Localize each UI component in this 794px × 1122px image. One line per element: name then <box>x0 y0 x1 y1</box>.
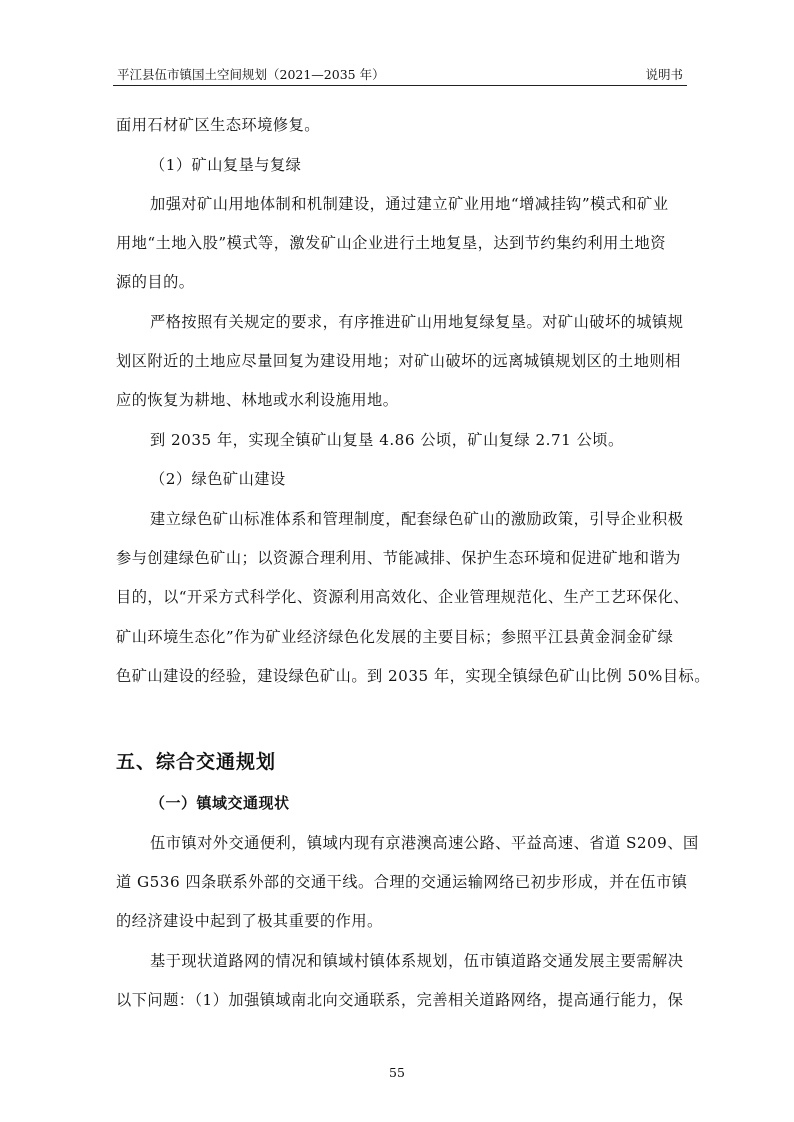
header-doc-type: 说明书 <box>645 67 683 82</box>
paragraph-line: 矿山环境生态化”作为矿业经济绿色化发展的主要目标；参照平江县黄金洞金矿绿 <box>116 628 674 646</box>
page-number: 55 <box>389 1065 405 1080</box>
paragraph-line: 用地“土地入股”模式等，激发矿山企业进行土地复垦，达到节约集约利用土地资 <box>116 234 666 252</box>
paragraph-line: 道 G536 四条联系外部的交通干线。合理的交通运输网络已初步形成，并在伍市镇 <box>116 873 688 891</box>
paragraph-line: 划区附近的土地应尽量回复为建设用地；对矿山破坏的远离城镇规划区的土地则相 <box>116 352 681 370</box>
paragraph-line: 色矿山建设的经验，建设绿色矿山。到 2035 年，实现全镇绿色矿山比例 50%目标。 <box>116 667 710 685</box>
paragraph-line: 面用石材矿区生态环境修复。 <box>116 116 320 134</box>
paragraph-line: 以下问题：（1）加强镇域南北向交通联系，完善相关道路网络，提高通行能力，保 <box>116 991 684 1009</box>
paragraph-line: 加强对矿山用地体制和机制建设，通过建立矿业用地“增减挂钩”模式和矿业 <box>150 195 669 213</box>
subheading-mine-reclamation: （1）矿山复垦与复绿 <box>150 156 302 174</box>
paragraph-line: 源的目的。 <box>116 273 195 291</box>
paragraph-line: 的经济建设中起到了极其重要的作用。 <box>116 912 383 930</box>
paragraph-line: 应的恢复为耕地、林地或水利设施用地。 <box>116 391 399 409</box>
paragraph-line: 伍市镇对外交通便利，镇域内现有京港澳高速公路、平益高速、省道 S209、国 <box>150 834 699 852</box>
section-heading: 五、综合交通规划 <box>116 751 277 773</box>
paragraph-line: 基于现状道路网的情况和镇域村镇体系规划，伍市镇道路交通发展主要需解决 <box>150 952 684 970</box>
paragraph-line: 到 2035 年，实现全镇矿山复垦 4.86 公顷，矿山复绿 2.71 公顷。 <box>150 431 624 449</box>
header-rule <box>113 85 687 86</box>
paragraph-line: 目的，以“开采方式科学化、资源利用高效化、企业管理规范化、生产工艺环保化、 <box>116 588 690 606</box>
paragraph-line: 参与创建绿色矿山；以资源合理利用、节能减排、保护生态环境和促进矿地和谐为 <box>116 549 681 567</box>
subsection-heading: （一）镇域交通现状 <box>150 794 290 812</box>
subheading-green-mine: （2）绿色矿山建设 <box>150 470 286 488</box>
paragraph-line: 建立绿色矿山标准体系和管理制度，配套绿色矿山的激励政策，引导企业积极 <box>150 510 684 528</box>
header-title: 平江县伍市镇国土空间规划（2021—2035 年） <box>117 67 385 82</box>
page-header <box>113 66 687 84</box>
paragraph-line: 严格按照有关规定的要求，有序推进矿山用地复绿复垦。对矿山破坏的城镇规 <box>150 313 684 331</box>
